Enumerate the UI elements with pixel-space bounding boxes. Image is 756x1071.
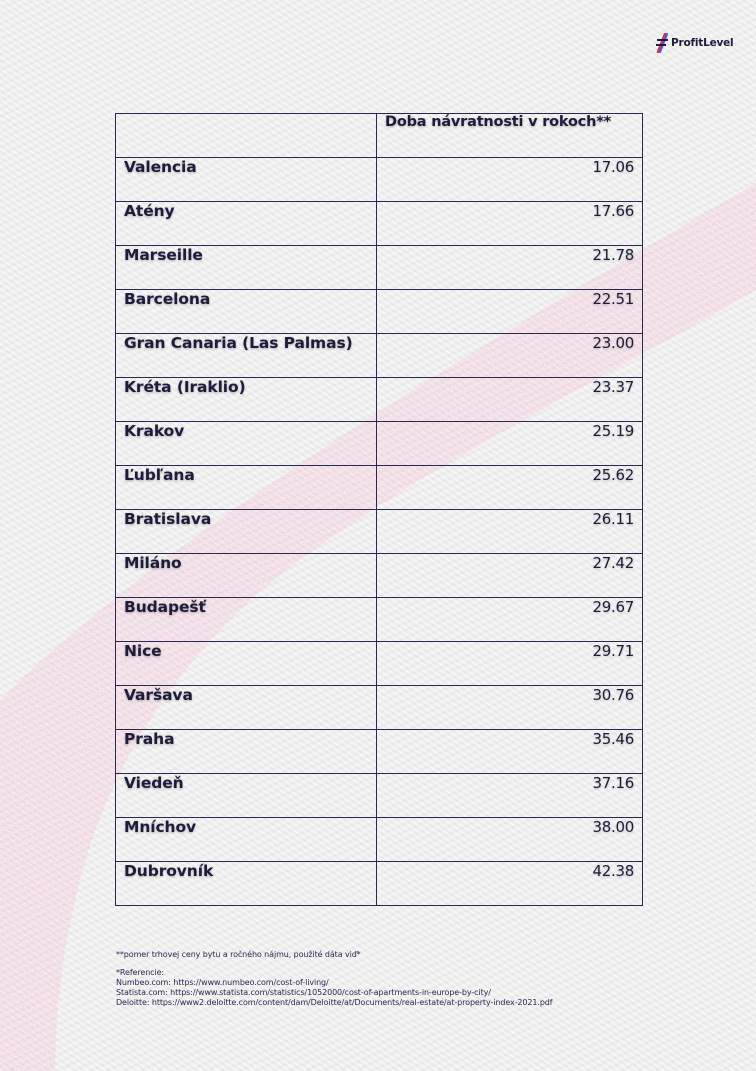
payback-table xyxy=(115,113,643,906)
city-name: Nice xyxy=(116,642,377,686)
city-name: Gran Canaria (Las Palmas) xyxy=(116,334,377,378)
table-row xyxy=(116,334,643,378)
table-row xyxy=(116,378,643,422)
payback-years: 42.38 xyxy=(377,862,643,906)
city-name: Krakov xyxy=(116,422,377,466)
city-name: Marseille xyxy=(116,246,377,290)
city-name: Miláno xyxy=(116,554,377,598)
table-row xyxy=(116,774,643,818)
city-name: Mníchov xyxy=(116,818,377,862)
header-city-column xyxy=(116,114,377,158)
payback-years: 23.37 xyxy=(377,378,643,422)
reference-deloitte: Deloitte: https://www2.deloitte.com/content/dam/Deloitte/at/Documents/real-estate/at-property-index-2021.pdf xyxy=(116,998,553,1007)
payback-years: 38.00 xyxy=(377,818,643,862)
payback-years: 23.00 xyxy=(377,334,643,378)
table-row xyxy=(116,686,643,730)
payback-years: 27.42 xyxy=(377,554,643,598)
payback-years: 37.16 xyxy=(377,774,643,818)
brand-logo xyxy=(655,33,733,53)
payback-years: 17.06 xyxy=(377,158,643,202)
payback-years: 25.62 xyxy=(377,466,643,510)
city-name: Barcelona xyxy=(116,290,377,334)
city-name: Ľubľana xyxy=(116,466,377,510)
profitlevel-logo-icon xyxy=(655,33,669,53)
table-row xyxy=(116,158,643,202)
city-name: Bratislava xyxy=(116,510,377,554)
payback-years: 29.71 xyxy=(377,642,643,686)
brand-name: ProfitLevel xyxy=(671,37,734,49)
payback-years: 35.46 xyxy=(377,730,643,774)
city-name: Kréta (Iraklio) xyxy=(116,378,377,422)
city-name: Atény xyxy=(116,202,377,246)
payback-years: 30.76 xyxy=(377,686,643,730)
table-row xyxy=(116,554,643,598)
table-row xyxy=(116,290,643,334)
city-name: Budapešť xyxy=(116,598,377,642)
city-name: Dubrovník xyxy=(116,862,377,906)
ratio-footnote: **pomer trhovej ceny bytu a ročného nájmu, použité dáta viď* xyxy=(116,950,361,959)
table-header-row xyxy=(116,114,643,158)
table-row xyxy=(116,466,643,510)
references-title: *Referencie: xyxy=(116,968,165,977)
payback-years: 29.67 xyxy=(377,598,643,642)
table-row xyxy=(116,598,643,642)
city-name: Viedeň xyxy=(116,774,377,818)
payback-years: 22.51 xyxy=(377,290,643,334)
payback-years: 21.78 xyxy=(377,246,643,290)
table-row xyxy=(116,642,643,686)
table-row xyxy=(116,730,643,774)
city-name: Valencia xyxy=(116,158,377,202)
reference-statista: Statista.com: https://www.statista.com/statistics/1052000/cost-of-apartments-in-europe-by-city/ xyxy=(116,988,491,997)
table-row xyxy=(116,818,643,862)
payback-years: 17.66 xyxy=(377,202,643,246)
table-row xyxy=(116,246,643,290)
payback-years: 26.11 xyxy=(377,510,643,554)
reference-numbeo: Numbeo.com: https://www.numbeo.com/cost-of-living/ xyxy=(116,978,329,987)
footnotes-section xyxy=(116,950,676,1008)
table-row xyxy=(116,862,643,906)
table-row xyxy=(116,422,643,466)
city-name: Praha xyxy=(116,730,377,774)
table-row xyxy=(116,510,643,554)
payback-years: 25.19 xyxy=(377,422,643,466)
city-name: Varšava xyxy=(116,686,377,730)
header-payback-column: Doba návratnosti v rokoch** xyxy=(377,114,643,158)
table-row xyxy=(116,202,643,246)
